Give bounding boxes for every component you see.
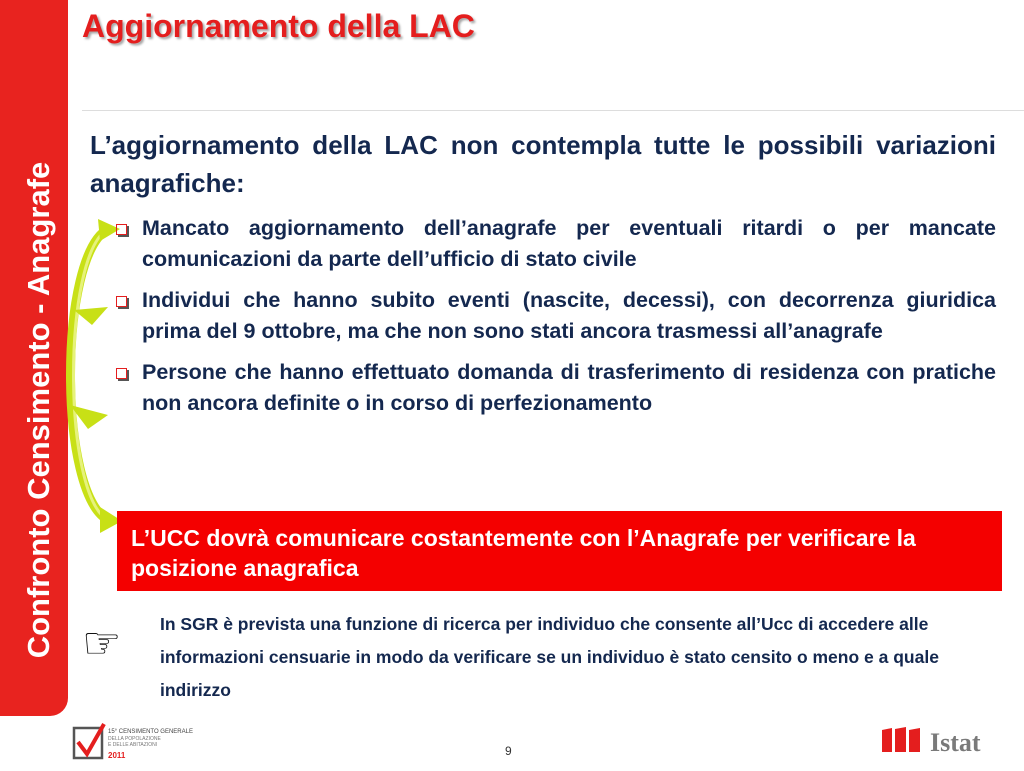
note-text: In SGR è prevista una funzione di ricerca per individuo che consente all’Ucc di accedere alle informazioni censuarie in modo da verificare se un individuo è stato censito o meno e a quale indirizzo: [160, 614, 939, 700]
istat-logo-icon: [880, 726, 926, 754]
bullet-item: [110, 357, 996, 419]
bullet-text: Individui che hanno subito eventi (nascite, decessi), con decorrenza giuridica prima del 9 ottobre, ma che non sono stati ancora trasmessi all’anagrafe: [142, 288, 996, 343]
census-logo: [72, 722, 193, 771]
title-divider: [82, 110, 1024, 111]
bullet-text: Persone che hanno effettuato domanda di trasferimento di residenza con pratiche non ancora definite o in corso di perfezionamento: [142, 360, 996, 415]
page-number: 9: [505, 744, 512, 758]
slide-title: Aggiornamento della LAC: [82, 8, 475, 44]
checkbox-bullet-icon: [116, 224, 127, 235]
pointing-hand-icon: ☞: [82, 619, 122, 668]
bullet-item: [110, 213, 996, 275]
census-checkmark-icon: [72, 722, 193, 766]
census-line2: DELLA POPOLAZIONE: [108, 736, 161, 742]
checkbox-bullet-icon: [116, 296, 127, 307]
bullet-item: [110, 285, 996, 347]
census-line1: 15° CENSIMENTO GENERALE: [108, 729, 193, 735]
istat-logo-text: Istat: [930, 728, 981, 757]
intro-paragraph: L’aggiornamento della LAC non contempla tutte le possibili variazioni anagrafiche:: [90, 130, 996, 198]
callout-box: L’UCC dovrà comunicare costantemente con l’Anagrafe per verificare la posizione anagrafica: [117, 511, 1002, 591]
checkbox-bullet-icon: [116, 368, 127, 379]
bullet-text: Mancato aggiornamento dell’anagrafe per eventuali ritardi o per mancate comunicazioni da parte dell’ufficio di stato civile: [142, 216, 996, 271]
sidebar-label: Confronto Censimento - Anagrafe: [21, 161, 56, 659]
bullet-list: [110, 213, 996, 429]
census-year: 2011: [108, 751, 126, 760]
census-line3: E DELLE ABITAZIONI: [108, 742, 158, 748]
